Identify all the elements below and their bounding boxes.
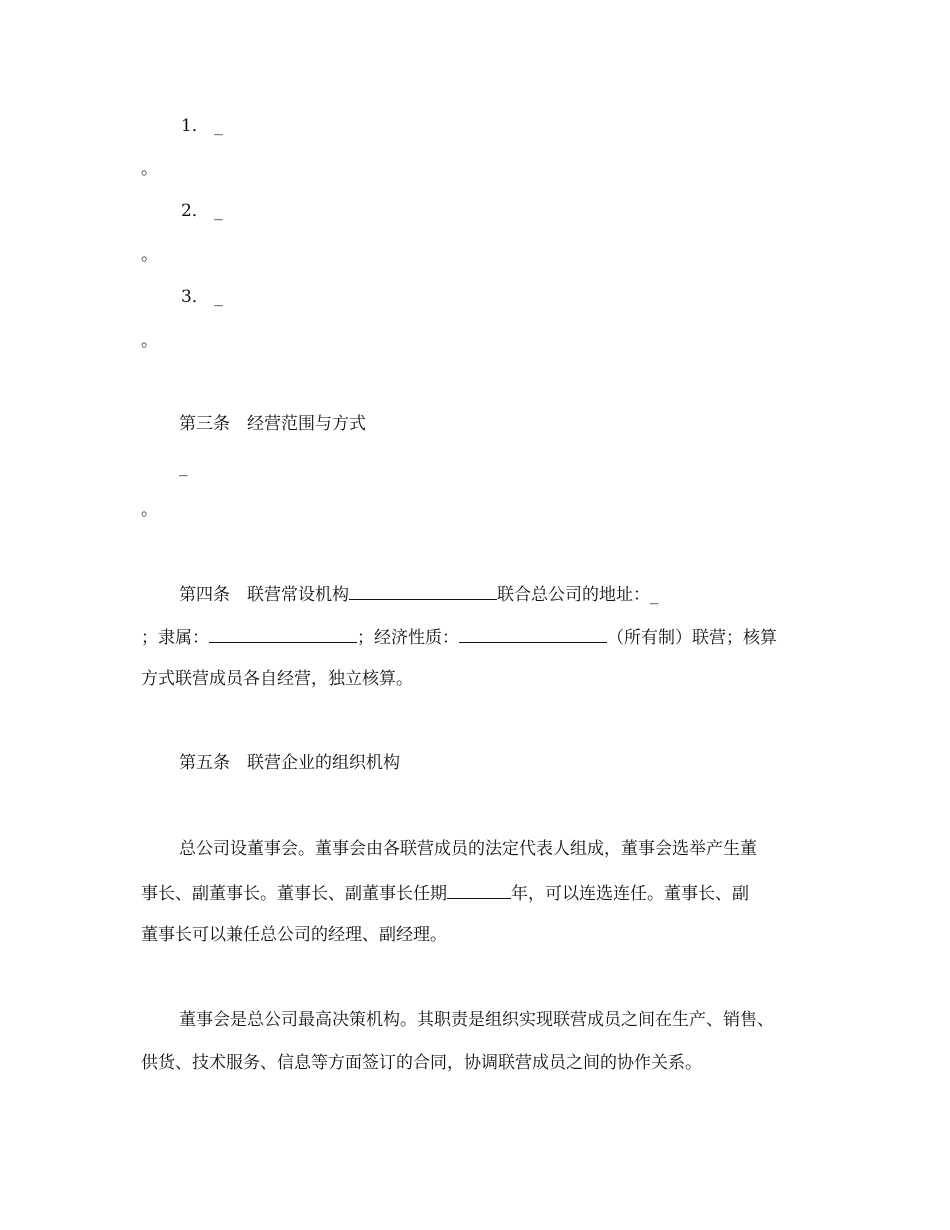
article5-p1-line2-a: 事长、副董事长。董事长、副董事长任期: [141, 884, 447, 904]
item-3-blank: _: [214, 287, 223, 307]
article5-p1-line3: 董事长可以兼任总公司的经理、副经理。: [141, 925, 447, 945]
article4-line1-a: 联营常设机构: [247, 585, 349, 605]
article4-blank-affiliation: [209, 625, 357, 643]
item-2: [181, 200, 223, 222]
article5-p1-line2-b: 年，可以连选连任。董事长、副: [511, 884, 749, 904]
article5-p1-line1: 总公司设董事会。董事会由各联营成员的法定代表人组成，董事会选举产生董: [179, 839, 757, 859]
item-2-end: 。: [141, 245, 158, 265]
item-1-blank: _: [214, 116, 223, 136]
article4-blank-agency: [349, 582, 497, 600]
article4-line1: [179, 582, 659, 606]
item-2-label: 2．: [181, 201, 209, 221]
article3-end: 。: [141, 500, 158, 520]
item-2-blank: _: [214, 201, 223, 221]
article4-line2-c: （所有制）联营；核算: [607, 628, 777, 648]
article4-line2-b: ；经济性质：: [357, 628, 459, 648]
article4-line1-b: 联合总公司的地址：_: [497, 585, 659, 605]
article5-p2-line1: 董事会是总公司最高决策机构。其职责是组织实现联营成员之间在生产、销售、: [179, 1010, 774, 1030]
article4-line3: 方式联营成员各自经营，独立核算。: [141, 669, 413, 689]
article4-heading: 第四条: [179, 585, 230, 605]
item-3: [181, 286, 223, 308]
article3-heading: 第三条: [179, 414, 230, 434]
item-1: [181, 115, 223, 137]
item-3-label: 3．: [181, 287, 209, 307]
item-1-end: 。: [141, 159, 158, 179]
article5-heading-line: [179, 752, 400, 774]
article4-blank-nature: [459, 625, 607, 643]
article3-blank: _: [179, 457, 188, 477]
article3-heading-line: [179, 413, 366, 435]
article4-line2: [141, 625, 777, 649]
article5-heading: 第五条: [179, 753, 230, 773]
item-3-end: 。: [141, 331, 158, 351]
article4-line2-a: ；隶属：: [141, 628, 209, 648]
article3-title: 经营范围与方式: [247, 414, 366, 434]
article5-blank-term: [447, 881, 511, 899]
article5-p2-line2: 供货、技术服务、信息等方面签订的合同，协调联营成员之间的协作关系。: [141, 1053, 702, 1073]
article5-p1-line2: [141, 881, 749, 905]
item-1-label: 1．: [181, 116, 209, 136]
article5-title: 联营企业的组织机构: [247, 753, 400, 773]
